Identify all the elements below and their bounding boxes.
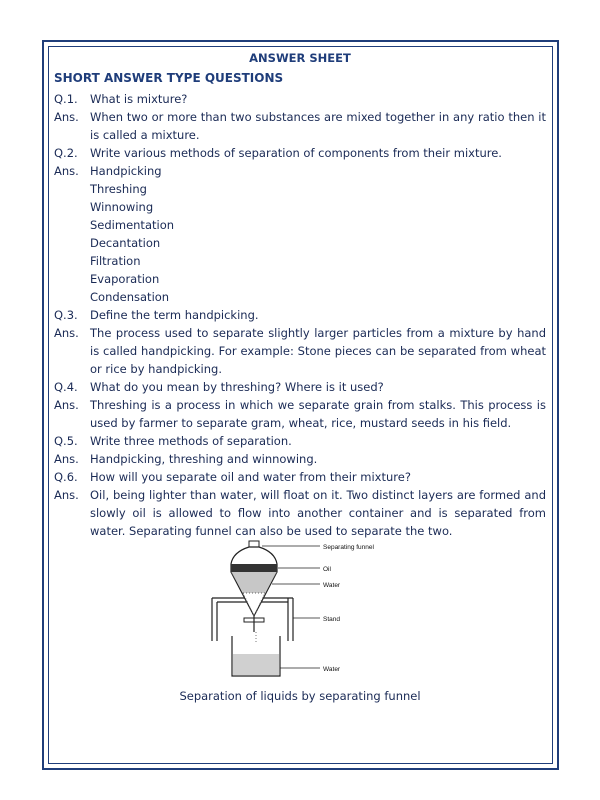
question-label: Q.5. [54,434,78,448]
answer-text: When two or more than two substances are mixed together in any ratio then it is called a mixture. [90,110,546,142]
question-4 [54,378,546,396]
answer-text: Threshing is a process in which we separate grain from stalks. This process is used by farmer to separate gram, wheat, rice, mustard seeds in his field. [90,398,546,430]
answer-label: Ans. [54,488,79,502]
question-answer-list [54,90,546,540]
question-label: Q.1. [54,92,78,106]
label-stand: Stand [323,616,340,623]
separating-funnel-diagram [200,538,400,680]
answer-1 [54,108,546,144]
question-label: Q.3. [54,308,78,322]
answer-item: Evaporation [90,272,160,286]
answer-label: Ans. [54,398,79,412]
question-label: Q.6. [54,470,78,484]
answer-4 [54,396,546,432]
question-label: Q.2. [54,146,78,160]
question-text: Write three methods of separation. [90,434,292,448]
label-separating-funnel: Separating funnel [323,544,374,551]
answer-item: Winnowing [90,200,154,214]
question-text: How will you separate oil and water from their mixture? [90,470,411,484]
question-2 [54,144,546,162]
answer-text: The process used to separate slightly larger particles from a mixture by hand is called handpicking. For example: Stone pieces can be separated from wheat or rice by handpicking. [90,326,546,376]
question-text: What is mixture? [90,92,188,106]
question-5 [54,432,546,450]
question-6 [54,468,546,486]
answer-label: Ans. [54,110,79,124]
beaker-water [233,654,279,675]
label-water-bottom: Water [323,666,341,673]
answer-item: Sedimentation [90,218,175,232]
sheet-title: ANSWER SHEET [249,51,351,65]
question-text: Define the term handpicking. [90,308,259,322]
funnel-stopper [249,541,259,547]
oil-layer [231,564,277,572]
answer-label: Ans. [54,164,79,178]
label-water: Water [323,582,341,589]
answer-item: Handpicking [90,164,162,178]
figure-caption: Separation of liquids by separating funnel [179,689,421,703]
answer-text: Handpicking, threshing and winnowing. [90,452,318,466]
answer-item: Threshing [90,182,147,196]
question-text: What do you mean by threshing? Where is it used? [90,380,384,394]
question-1 [54,90,546,108]
section-title: SHORT ANSWER TYPE QUESTIONS [54,71,284,85]
answer-6 [54,486,546,540]
answer-label: Ans. [54,452,79,466]
question-3 [54,306,546,324]
label-oil: Oil [323,566,331,573]
question-label: Q.4. [54,380,78,394]
answer-3 [54,324,546,378]
answer-label: Ans. [54,326,79,340]
answer-item: Filtration [90,254,141,268]
answer-item: Condensation [90,290,170,304]
question-text: Write various methods of separation of components from their mixture. [90,146,502,160]
answer-item: Decantation [90,236,161,250]
water-layer [231,572,277,593]
answer-5 [54,450,546,468]
answer-2 [54,162,546,180]
answer-text: Oil, being lighter than water, will float on it. Two distinct layers are formed and slowly oil is allowed to flow into another container and is separated from water. Separating funnel can also be used to separate the two. [90,488,546,538]
